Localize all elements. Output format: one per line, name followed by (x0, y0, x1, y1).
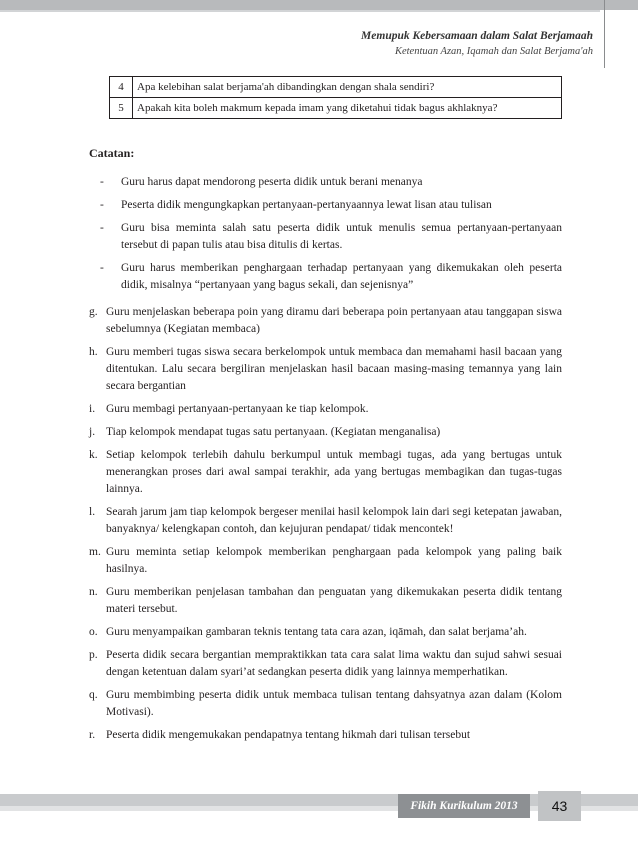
step-letter: q. (89, 689, 98, 701)
step-letter: k. (89, 449, 98, 461)
step-letter: n. (89, 586, 98, 598)
list-item (89, 687, 562, 721)
step-letter: g. (89, 306, 98, 318)
step-letter: l. (89, 506, 96, 518)
list-item: - Peserta didik mengungkapkan pertanyaan-pertanyaannya lewat lisan atau tulisan (100, 197, 562, 214)
step-text: Guru menyampaikan gambaran teknis tentang tata cara azan, iqāmah, dan salat berjama’ah. (106, 626, 527, 638)
page-number: 43 (538, 791, 581, 821)
list-item (89, 727, 562, 744)
notes-list (100, 174, 562, 300)
list-item (89, 304, 562, 338)
notes-heading: Catatan: (89, 146, 135, 160)
step-letter: j. (89, 426, 96, 438)
running-header-title: Memupuk Kebersamaan dalam Salat Berjamaah (361, 30, 593, 42)
table-row (110, 77, 562, 98)
step-letter: p. (89, 649, 98, 661)
list-item (89, 401, 562, 418)
row-question: Apakah kita boleh makmum kepada imam yang diketahui tidak bagus akhlaknya? (133, 98, 562, 119)
list-item: - Guru harus memberikan penghargaan terhadap pertanyaan yang dikemukakan oleh peserta didik, misalnya “pertanyaan yang bagus sekali, dan sejenisnya” (100, 260, 562, 294)
running-header-subtitle: Ketentuan Azan, Iqamah dan Salat Berjama'ah (394, 46, 593, 57)
step-text: Guru membagi pertanyaan-pertanyaan ke tiap kelompok. (106, 403, 369, 415)
step-text: Guru memberikan penjelasan tambahan dan penguatan yang dikemukakan peserta didik tentang materi tersebut. (106, 586, 562, 615)
step-letter: o. (89, 626, 98, 638)
row-question: Apa kelebihan salat berjama'ah dibandingkan dengan shala sendiri? (133, 77, 562, 98)
step-text: Searah jarum jam tiap kelompok bergeser menilai hasil kelompok lain dari segi ketepatan jawaban, banyaknya/ kelengkapan contoh, dan kejujuran pendapat/ tidak mencontek! (106, 506, 562, 535)
note-text: Peserta didik mengungkapkan pertanyaan-pertanyaannya lewat lisan atau tulisan (121, 199, 492, 211)
table-row (110, 98, 562, 119)
list-item (89, 344, 562, 395)
row-number: 4 (110, 77, 133, 98)
list-item (89, 647, 562, 681)
list-item (89, 447, 562, 498)
step-letter: r. (89, 729, 96, 741)
header-divider (604, 0, 605, 68)
row-number: 5 (110, 98, 133, 119)
header-inner-band (0, 10, 600, 12)
step-text: Guru membimbing peserta didik untuk membaca tulisan tentang dahsyatnya azan dalam (Kolom Motivasi). (106, 689, 562, 718)
step-letter: i. (89, 403, 96, 415)
list-item (89, 504, 562, 538)
step-text: Peserta didik mengemukakan pendapatnya tentang hikmah dari tulisan tersebut (106, 729, 471, 741)
step-text: Guru meminta setiap kelompok memberikan penghargaan pada kelompok yang paling baik hasilnya. (106, 546, 562, 575)
steps-list (89, 304, 562, 750)
step-text: Peserta didik secara bergantian mempraktikkan tata cara salat lima waktu dan sujud sahwi sesuai dengan ketentuan dalam syari’at sedangkan peserta didik yang lainnya memperhatikan. (106, 649, 562, 678)
step-letter: m. (89, 546, 101, 558)
list-item: - Guru harus dapat mendorong peserta didik untuk berani menanya (100, 174, 562, 191)
step-text: Guru memberi tugas siswa secara berkelompok untuk membaca dan memahami hasil bacaan yang ditentukan. Lalu secara bergiliran menjelaskan hasil bacaan masing-masing temannya yang lain secara bergantian (106, 346, 562, 392)
question-table (109, 76, 562, 119)
note-text: Guru bisa meminta salah satu peserta didik untuk menulis semua pertanyaan-pertanyaan tersebut di papan tulis atau bisa ditulis di kertas. (121, 222, 562, 251)
note-text: Guru harus dapat mendorong peserta didik untuk berani menanya (121, 176, 423, 188)
header-band (0, 0, 638, 10)
list-item (89, 424, 562, 441)
list-item: - Guru bisa meminta salah satu peserta didik untuk menulis semua pertanyaan-pertanyaan tersebut di papan tulis atau bisa ditulis di kertas. (100, 220, 562, 254)
footer-book-title: Fikih Kurikulum 2013 (398, 794, 530, 818)
list-item (89, 544, 562, 578)
step-text: Setiap kelompok terlebih dahulu berkumpul untuk membagi tugas, ada yang bertugas untuk menerangkan proses dari awal sampai terakhir, ada yang bertugas membagikan dan tugas-tugas lainnya. (106, 449, 562, 495)
step-text: Tiap kelompok mendapat tugas satu pertanyaan. (Kegiatan menganalisa) (106, 426, 441, 438)
step-text: Guru menjelaskan beberapa poin yang diramu dari beberapa poin pertanyaan atau tanggapan siswa sebelumnya (Kegiatan membaca) (106, 306, 562, 335)
list-item (89, 624, 562, 641)
note-text: Guru harus memberikan penghargaan terhadap pertanyaan yang dikemukakan oleh peserta didik, misalnya “pertanyaan yang bagus sekali, dan sejenisnya” (121, 262, 562, 291)
step-letter: h. (89, 346, 98, 358)
list-item (89, 584, 562, 618)
